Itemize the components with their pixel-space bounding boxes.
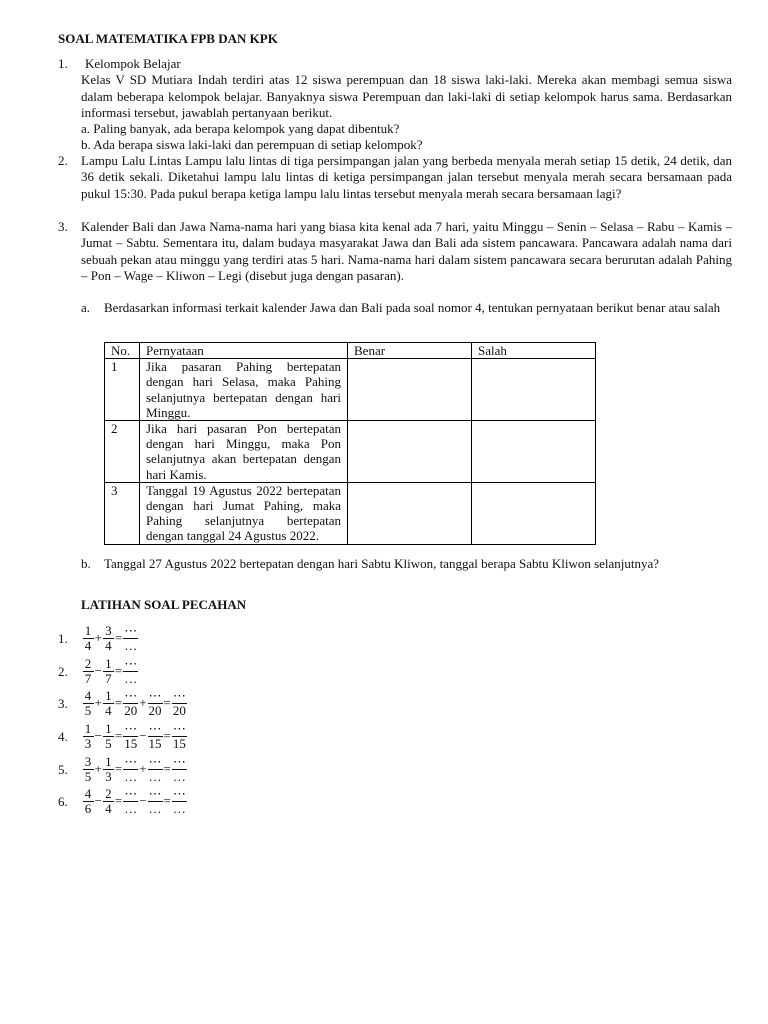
fraction	[148, 689, 163, 718]
numerator: ⋯	[124, 785, 138, 801]
fraction	[123, 722, 138, 751]
operator: +	[139, 760, 147, 776]
denominator: 5	[84, 702, 92, 718]
question-3	[58, 219, 732, 284]
numerator: 1	[103, 755, 114, 770]
question-part-b: b. Ada berapa siswa laki-laki dan perempuan di setiap kelompok?	[81, 137, 423, 153]
table-row	[105, 359, 596, 421]
denominator: …	[148, 768, 162, 784]
numerator: ⋯	[172, 720, 186, 736]
row-number: 1	[105, 359, 140, 421]
fraction	[103, 657, 114, 686]
row-number: 2	[105, 421, 140, 483]
numerator: 3	[83, 755, 94, 770]
numerator: ⋯	[148, 753, 162, 769]
denominator: …	[124, 670, 138, 686]
question-1	[58, 56, 732, 154]
fraction	[148, 787, 163, 816]
denominator: 4	[84, 637, 92, 653]
row-number: 3	[105, 482, 140, 544]
fraction-expression	[82, 786, 187, 816]
fraction	[83, 722, 94, 751]
row-statement: Jika hari pasaran Pon bertepatan dengan hari Minggu, maka Pon selanjutnya akan bertepatan dengan hari Kamis.	[140, 421, 348, 483]
fraction	[103, 722, 114, 751]
numerator: ⋯	[148, 785, 162, 801]
denominator: 15	[148, 735, 162, 751]
question-text: Lampu Lalu Lintas Lampu lalu lintas di tiga persimpangan jalan yang berbeda menyala merah setiap 15 detik, 24 detik, dan 36 detik sekali. Diketahui lampu lalu lintas di ketiga persimpangan jalan tersebut menyala merah secara bersamaan pada pukul 15:30. Pada pukul berapa ketiga lampu lalu lintas tersebut menyala merah secara bersamaan lagi?	[81, 153, 732, 201]
numerator: ⋯	[124, 622, 138, 638]
exercise-number: 6.	[58, 794, 68, 809]
fraction	[83, 787, 94, 816]
question-number: 1.	[58, 56, 68, 71]
fraction	[172, 722, 187, 751]
denominator: …	[172, 768, 186, 784]
fraction	[123, 657, 138, 686]
fraction	[83, 755, 94, 784]
numerator: 4	[83, 689, 94, 704]
operator: =	[114, 694, 123, 710]
question-3-part-a	[81, 300, 732, 316]
table-row	[105, 482, 596, 544]
fraction	[172, 755, 187, 784]
numerator: 2	[83, 657, 94, 672]
exercise-number: 5.	[58, 762, 68, 777]
exercise-number: 2.	[58, 664, 68, 679]
operator: =	[163, 792, 171, 808]
denominator: 6	[84, 800, 92, 816]
header-no: No.	[105, 343, 140, 359]
fraction-expression	[82, 623, 139, 653]
denominator: 7	[84, 670, 92, 686]
fraction	[148, 755, 163, 784]
numerator: ⋯	[124, 753, 138, 769]
numerator: ⋯	[124, 720, 138, 736]
denominator: 3	[105, 768, 112, 784]
page-title: SOAL MATEMATIKA FPB DAN KPK	[58, 31, 278, 46]
question-number: 3.	[58, 219, 68, 234]
denominator: 15	[124, 735, 138, 751]
question-number: 2.	[58, 153, 68, 168]
fraction	[103, 624, 114, 653]
denominator: 20	[172, 702, 186, 718]
fraction	[83, 657, 94, 686]
fraction	[123, 755, 138, 784]
operator: −	[94, 792, 102, 808]
numerator: 1	[103, 689, 114, 704]
denominator: 20	[124, 702, 138, 718]
question-2	[58, 153, 732, 202]
question-3-part-b	[81, 556, 732, 572]
denominator: …	[124, 637, 138, 653]
fraction	[172, 787, 187, 816]
numerator: 1	[103, 722, 114, 737]
fraction	[103, 755, 114, 784]
operator: +	[94, 694, 102, 710]
operator: =	[163, 760, 171, 776]
true-false-table	[104, 342, 596, 545]
operator: =	[114, 792, 123, 808]
header-benar: Benar	[348, 343, 472, 359]
operator: +	[94, 760, 102, 776]
fractions-section-title: LATIHAN SOAL PECAHAN	[81, 597, 247, 612]
question-text: Kalender Bali dan Jawa Nama-nama hari yang biasa kita kenal ada 7 hari, yaitu Minggu – Senin – Selasa – Rabu – Kamis – Jumat – Sabtu. Sementara itu, dalam budaya masyarakat Jawa dan Bali ada sistem pancawara. Pancawara adalah nama dari sebuah pekan atau minggu yang terdiri atas 5 hari. Nama-nama hari dalam sistem pancawara secara berurutan adalah Pahing – Pon – Wage – Kliwon – Legi (disebut juga dengan pasaran).	[81, 219, 732, 283]
numerator: 4	[83, 787, 94, 802]
numerator: ⋯	[172, 687, 186, 703]
operator: =	[163, 694, 171, 710]
row-statement: Tanggal 19 Agustus 2022 bertepatan dengan hari Jumat Pahing, maka Pahing selanjutnya bertepatan dengan tanggal 24 Agustus 2022.	[140, 482, 348, 544]
question-part-a: a. Paling banyak, ada berapa kelompok yang dapat dibentuk?	[81, 121, 400, 137]
numerator: 1	[83, 624, 94, 639]
denominator: 4	[105, 702, 112, 718]
part-label: a.	[81, 300, 91, 315]
fraction	[103, 787, 114, 816]
denominator: 15	[172, 735, 186, 751]
denominator: …	[148, 800, 162, 816]
operator: −	[94, 727, 102, 743]
operator: =	[114, 662, 123, 678]
operator: −	[139, 727, 147, 743]
numerator: ⋯	[124, 687, 138, 703]
numerator: 3	[103, 624, 114, 639]
numerator: ⋯	[124, 655, 138, 671]
fraction	[123, 624, 138, 653]
part-text: Berdasarkan informasi terkait kalender Jawa dan Bali pada soal nomor 4, tentukan pernyataan berikut benar atau salah	[104, 300, 721, 315]
fraction	[148, 722, 163, 751]
denominator: 3	[84, 735, 92, 751]
exercise-number: 3.	[58, 696, 68, 711]
denominator: 20	[148, 702, 162, 718]
fraction	[172, 689, 187, 718]
table-header-row	[105, 343, 596, 359]
benar-cell[interactable]	[348, 421, 472, 483]
operator: =	[114, 629, 123, 645]
numerator: 1	[103, 657, 114, 672]
table-row	[105, 421, 596, 483]
denominator: 5	[105, 735, 112, 751]
exercise-number: 1.	[58, 631, 68, 646]
fraction	[123, 689, 138, 718]
denominator: 4	[105, 800, 112, 816]
benar-cell[interactable]	[348, 359, 472, 421]
numerator: ⋯	[148, 687, 162, 703]
operator: −	[94, 662, 102, 678]
header-statement: Pernyataan	[140, 343, 348, 359]
numerator: ⋯	[172, 785, 186, 801]
fraction	[83, 689, 94, 718]
numerator: ⋯	[172, 753, 186, 769]
denominator: 5	[84, 768, 92, 784]
question-text: Kelas V SD Mutiara Indah terdiri atas 12 siswa perempuan dan 18 siswa laki-laki. Mereka akan membagi semua siswa dalam beberapa kelompok belajar. Banyaknya siswa Perempuan dan laki-laki di setiap kelompok harus sama. Berdasarkan informasi tersebut, jawablah pertanyaan berikut.	[81, 72, 732, 120]
fraction	[123, 787, 138, 816]
denominator: …	[124, 800, 138, 816]
denominator: …	[172, 800, 186, 816]
benar-cell[interactable]	[348, 482, 472, 544]
operator: −	[139, 792, 147, 808]
denominator: 7	[105, 670, 112, 686]
operator: +	[94, 629, 102, 645]
numerator: 1	[83, 722, 94, 737]
numerator: 2	[103, 787, 114, 802]
operator: =	[114, 727, 123, 743]
fraction	[103, 689, 114, 718]
salah-cell[interactable]	[472, 359, 596, 421]
part-label: b.	[81, 556, 91, 571]
denominator: 4	[105, 637, 112, 653]
part-text: Tanggal 27 Agustus 2022 bertepatan dengan hari Sabtu Kliwon, tanggal berapa Sabtu Kliwon selanjutnya?	[104, 556, 660, 571]
header-salah: Salah	[472, 343, 596, 359]
fraction-expression	[82, 754, 187, 784]
operator: +	[139, 694, 147, 710]
fraction-expression	[82, 721, 187, 751]
operator: =	[114, 760, 123, 776]
fraction	[83, 624, 94, 653]
operator: =	[163, 727, 171, 743]
numerator: ⋯	[148, 720, 162, 736]
fraction-expression	[82, 656, 139, 686]
salah-cell[interactable]	[472, 482, 596, 544]
salah-cell[interactable]	[472, 421, 596, 483]
exercise-number: 4.	[58, 729, 68, 744]
question-heading: Kelompok Belajar	[85, 56, 181, 71]
denominator: …	[124, 768, 138, 784]
row-statement: Jika pasaran Pahing bertepatan dengan hari Selasa, maka Pahing selanjutnya bertepatan dengan hari Minggu.	[140, 359, 348, 421]
fraction-expression	[82, 688, 187, 718]
